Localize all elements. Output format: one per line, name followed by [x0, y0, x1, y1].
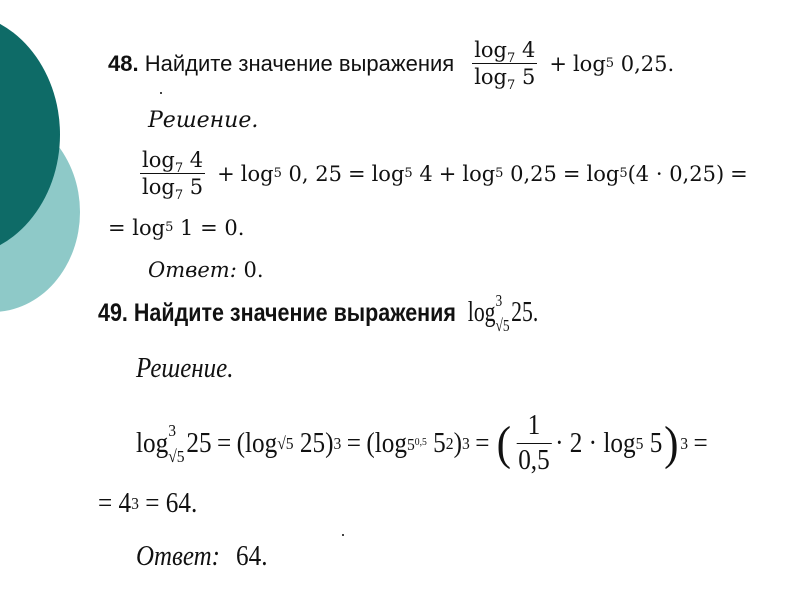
stray-dot	[160, 92, 162, 94]
problem-48-expression: $\frac{\log_7 4}{\log_7 5}$ + log 5 0,25.	[474, 38, 675, 93]
problem-49-title: Найдите значение выражения	[133, 298, 456, 327]
problem-49-solution-line-2: = 4 3 = 64.	[98, 488, 198, 519]
problem-48-answer-label: Ответ:	[148, 258, 237, 282]
problem-48-fraction: $\frac{\log_7 4}{\log_7 5}$	[474, 38, 536, 93]
problem-48-title: Найдите значение выражения	[144, 50, 455, 76]
stray-dot-2	[342, 534, 344, 536]
problem-49-answer-label: Ответ:	[136, 540, 220, 572]
problem-48-answer	[148, 258, 264, 282]
solution-48-fraction: $\frac{\log_7 4}{\log_7 5}$	[142, 148, 204, 203]
problem-48-number: 48.	[108, 50, 139, 76]
problem-48-solution-line-1: $\frac{\log_7 4}{\log_7 5}$ + log 5 0, 25 = log 5 4 + log 5 0,25 = log 5 (4 · 0,25) =	[142, 148, 748, 203]
problem-48-answer-value: 0.	[243, 258, 264, 282]
problem-49-expression: log 3 √5 25.	[467, 291, 539, 336]
problem-48-solution-label: Решение.	[148, 108, 259, 133]
problem-49-answer-value: 64.	[235, 540, 268, 572]
problem-48-solution-line-2: = log 5 1 = 0.	[108, 216, 245, 240]
problem-49-solution-label: Решение.	[136, 352, 234, 384]
problem-49-solution-line-1: log 3 √5 25 = ( log √5 25 ) 3 = ( log 5$^{0,5}$ 5 2 ) 3 = ( $\frac{1}{0,5}$ · 2 · log 5 5 ) 3 =	[136, 410, 708, 476]
problem-49-statement	[98, 291, 546, 336]
problem-49-number: 49.	[98, 298, 128, 327]
problem-48-statement	[108, 38, 675, 93]
solution-49-fraction: $\frac{1}{0,5}$	[518, 410, 550, 476]
problem-49-answer	[136, 540, 271, 573]
